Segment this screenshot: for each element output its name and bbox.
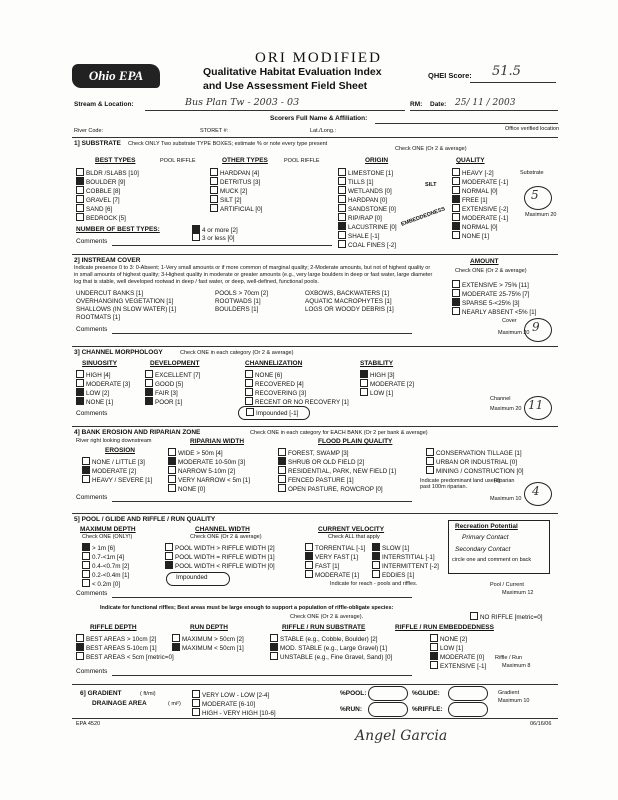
stream-location-label: Stream & Location: — [74, 101, 134, 108]
origin-3[interactable]: WETLANDS [0] — [338, 186, 392, 195]
footer-form-id: EPA 4520 — [76, 721, 101, 727]
cover-score: 9 — [532, 320, 540, 334]
section1-comments-label: Comments — [76, 238, 108, 245]
riffle-depth-2[interactable]: BEST AREAS 5-10cm [1] — [76, 643, 157, 652]
amount-header: AMOUNT — [470, 258, 499, 265]
other-types-header: OTHER TYPES — [222, 157, 268, 164]
section2-instruction: Indicate presence 0 to 3: 0-Absent; 1-Very small amounts or if more common of marginal quality; 2-Moderate amounts, but not of highest quality or in small amounts of highest quality; 3-Highest quality in moderate or greater amounts (e.g., very large boulders in deep or fast water, large diameter log that is stable, well developed rootwad in deep / fast water, or deep, well-defined, functional pools. — [74, 265, 433, 285]
glide-pct-label: %GLIDE: — [412, 690, 440, 697]
riffle-check-note: Check ONE (Or 2 & average). — [290, 614, 364, 620]
velocity-2[interactable]: VERY FAST [1] — [305, 552, 358, 561]
riffle-run-substrate-header: RIFFLE / RUN SUBSTRATE — [282, 624, 366, 631]
land-use-note: Indicate predominant land use(s) past 100m riparian. — [420, 478, 501, 490]
quality-3[interactable]: NORMAL [0] — [452, 186, 497, 195]
section4-heading: 4] BANK EROSION AND RIPARIAN ZONE — [74, 429, 201, 436]
riffle-pct-label: %RIFFLE: — [412, 706, 443, 713]
stability-1[interactable]: HIGH [3] — [360, 370, 395, 379]
depth-4[interactable]: 0.2-<0.4m [1] — [82, 570, 129, 579]
sinuosity-4[interactable]: NONE [1] — [76, 397, 113, 406]
pool-max: Maximum 12 — [502, 590, 534, 596]
substrate-best-2[interactable]: BOULDER [9] — [76, 177, 125, 186]
date-label: Date: — [430, 101, 447, 108]
velocity-3[interactable]: FAST [1] — [305, 561, 339, 570]
channelization-header: CHANNELIZATION — [245, 360, 303, 367]
gradient-max: Maximum 10 — [498, 698, 530, 704]
riffle-substrate-1[interactable]: STABLE (e.g., Cobble, Boulder) [2] — [270, 634, 378, 643]
ohio-epa-logo — [72, 64, 160, 88]
quality-4[interactable]: FREE [1] — [452, 195, 488, 204]
primary-contact-option[interactable]: Primary Contact — [462, 534, 509, 541]
section1-heading: 1] SUBSTRATE — [74, 140, 121, 147]
quality-5[interactable]: EXTENSIVE [-2] — [452, 204, 508, 213]
current-velocity-note: Check ALL that apply — [328, 534, 380, 540]
run-pct-label: %RUN: — [340, 706, 363, 713]
secondary-contact-option[interactable]: Secondary Contact — [455, 546, 511, 553]
gradient-2[interactable]: MODERATE [6-10] — [192, 699, 255, 708]
origin-2[interactable]: TILLS [1] — [338, 177, 374, 186]
glide-pct-field[interactable] — [448, 686, 488, 701]
footer-date: 06/16/06 — [530, 721, 552, 727]
section3-heading: 3] CHANNEL MORPHOLOGY — [74, 349, 163, 356]
substrate-best-5[interactable]: SAND [6] — [76, 204, 112, 213]
origin-8[interactable]: SHALE [-1] — [338, 231, 380, 240]
amount-extensive[interactable]: EXTENSIVE > 75% [11] — [452, 280, 529, 289]
flood-plain-1[interactable]: FOREST, SWAMP [3] — [278, 448, 349, 457]
section4-comments-label: Comments — [76, 494, 108, 501]
storet-label: STORET #: — [200, 128, 229, 134]
cover-max: Maximum 20 — [498, 330, 530, 336]
riparian-score: 4 — [532, 484, 540, 498]
depth-1[interactable]: > 1m [6] — [82, 543, 115, 552]
riffle-run-label: Riffle / Run — [495, 655, 523, 661]
signature: Angel Garcia — [355, 728, 448, 744]
section4-instruction: Check ONE in each category for EACH BANK (Or 2 per bank & average) — [250, 430, 428, 436]
pool-impounded[interactable]: Impounded — [176, 574, 208, 581]
velocity-7[interactable]: INTERMITTENT [-2] — [372, 561, 439, 570]
channel-width-header: CHANNEL WIDTH — [195, 526, 250, 533]
current-velocity-header: CURRENT VELOCITY — [318, 526, 385, 533]
silt-tag: SILT — [425, 182, 437, 188]
development-header: DEVELOPMENT — [150, 360, 200, 367]
erosion-1[interactable]: NONE / LITTLE [3] — [82, 457, 145, 466]
substrate-max: Maximum 20 — [525, 212, 557, 218]
pool-pct-field[interactable] — [368, 686, 408, 701]
drainage-area-label: DRAINAGE AREA — [92, 700, 147, 707]
embed-1[interactable]: NONE [2] — [430, 634, 467, 643]
depth-5[interactable]: < 0.2m [0] — [82, 579, 120, 588]
flood-plain-8[interactable]: MINING / CONSTRUCTION [0] — [426, 466, 523, 475]
width-1[interactable]: POOL WIDTH > RIFFLE WIDTH [2] — [165, 543, 275, 552]
embed-4[interactable]: EXTENSIVE [-1] — [430, 661, 486, 670]
flood-plain-7[interactable]: URBAN OR INDUSTRIAL [0] — [426, 457, 517, 466]
substrate-other-3[interactable]: MUCK [2] — [210, 186, 247, 195]
max-depth-note: Check ONE (ONLY!) — [82, 534, 133, 540]
development-4[interactable]: POOR [1] — [145, 397, 182, 406]
quality-2[interactable]: MODERATE [-1] — [452, 177, 508, 186]
origin-4[interactable]: HARDPAN [0] — [338, 195, 387, 204]
channel-impounded[interactable]: Impounded [-1] — [246, 408, 298, 417]
flood-plain-6[interactable]: CONSERVATION TILLAGE [1] — [426, 448, 522, 457]
velocity-6[interactable]: INTERSTITIAL [-1] — [372, 552, 435, 561]
cover-label: Cover — [502, 318, 517, 324]
substrate-other-2[interactable]: DETRITUS [3] — [210, 177, 260, 186]
origin-1[interactable]: LIMESTONE [1] — [338, 168, 393, 177]
qhei-score-label: QHEI Score: — [428, 71, 472, 80]
cover-rootwads[interactable]: ROOTWADS [1] — [215, 298, 261, 305]
sinuosity-header: SINUOSITY — [82, 360, 118, 367]
riffle-pct-field[interactable] — [448, 702, 488, 717]
stability-header: STABILITY — [360, 360, 394, 367]
riffle-max: Maximum 8 — [502, 663, 531, 669]
riparian-width-1[interactable]: WIDE > 50m [4] — [168, 448, 223, 457]
amount-sparse[interactable]: SPARSE 5-<25% [3] — [452, 298, 519, 307]
pool-riffle-header-2: POOL RIFFLE — [284, 158, 320, 164]
channel-label: Channel — [490, 396, 511, 402]
sinuosity-3[interactable]: LOW [2] — [76, 388, 109, 397]
section3-comments-label: Comments — [76, 410, 108, 417]
pool-riffle-header: POOL RIFFLE — [160, 158, 196, 164]
riparian-width-2[interactable]: MODERATE 10-50m [3] — [168, 457, 245, 466]
gradient-1[interactable]: VERY LOW - LOW [2-4] — [192, 690, 269, 699]
origin-9[interactable]: COAL FINES [-2] — [338, 240, 396, 249]
cover-shallows[interactable]: SHALLOWS (IN SLOW WATER) [1] — [76, 306, 177, 313]
channelization-1[interactable]: NONE [6] — [245, 370, 282, 379]
flood-plain-5[interactable]: OPEN PASTURE, ROWCROP [0] — [278, 484, 383, 493]
pool-current-label: Pool / Current — [490, 582, 524, 588]
velocity-5[interactable]: SLOW [1] — [372, 543, 409, 552]
substrate-other-1[interactable]: HARDPAN [4] — [210, 168, 259, 177]
run-depth-2[interactable]: MAXIMUM < 50cm [1] — [172, 643, 244, 652]
number-best-types-label: NUMBER OF BEST TYPES: — [76, 226, 160, 233]
section5-comments-label: Comments — [76, 590, 108, 597]
pool-pct-label: %POOL: — [340, 690, 367, 697]
channelization-4[interactable]: RECENT OR NO RECOVERY [1] — [245, 397, 349, 406]
section6-heading: 6] GRADIENT — [80, 690, 122, 697]
development-3[interactable]: FAIR [3] — [145, 388, 178, 397]
quality-8[interactable]: NONE [1] — [452, 231, 489, 240]
form-subtitle-2: and Use Assessment Field Sheet — [203, 80, 368, 92]
section2-heading: 2] INSTREAM COVER — [74, 257, 141, 264]
riparian-width-3[interactable]: NARROW 5-10m [2] — [168, 466, 235, 475]
velocity-4[interactable]: MODERATE [1] — [305, 570, 359, 579]
cover-macrophytes[interactable]: AQUATIC MACROPHYTES [1] — [305, 298, 392, 305]
channel-max: Maximum 20 — [490, 406, 522, 412]
rm-label: RM: — [410, 101, 423, 108]
riffle-run-embed-header: RIFFLE / RUN EMBEDDEDNESS — [395, 624, 494, 631]
riparian-width-5[interactable]: NONE [0] — [168, 484, 205, 493]
channelization-3[interactable]: RECOVERING [3] — [245, 388, 306, 397]
riffle-substrate-2[interactable]: MOD. STABLE (e.g., Large Gravel) [1] — [270, 643, 387, 652]
riffle-depth-1[interactable]: BEST AREAS > 10cm [2] — [76, 634, 156, 643]
origin-note: Check ONE (Or 2 & average) — [395, 146, 467, 152]
quality-1[interactable]: HEAVY [-2] — [452, 168, 494, 177]
flood-plain-4[interactable]: FENCED PASTURE [1] — [278, 475, 354, 484]
substrate-best-6[interactable]: BEDROCK [5] — [76, 213, 126, 222]
cover-boulders[interactable]: BOULDERS [1] — [215, 306, 259, 313]
quality-header: QUALITY — [456, 157, 485, 164]
origin-header: ORIGIN — [365, 157, 389, 164]
riparian-label: Riparian — [494, 478, 515, 484]
cover-logs[interactable]: LOGS OR WOODY DEBRIS [1] — [305, 306, 394, 313]
cover-oxbows[interactable]: OXBOWS, BACKWATERS [1] — [305, 290, 389, 297]
no-riffle[interactable]: NO RIFFLE [metric=0] — [470, 612, 542, 621]
riparian-max: Maximum 10 — [490, 496, 522, 502]
cover-undercut[interactable]: UNDERCUT BANKS [1] — [76, 290, 144, 297]
office-verified-label: Office verified location — [505, 126, 560, 132]
origin-7[interactable]: LACUSTRINE [0] — [338, 222, 397, 231]
riffle-substrate-3[interactable]: UNSTABLE (e.g., Fine Gravel, Sand) [0] — [270, 652, 392, 661]
stability-3[interactable]: LOW [1] — [360, 388, 393, 397]
flood-plain-3[interactable]: RESIDENTIAL, PARK, NEW FIELD [1] — [278, 466, 396, 475]
riparian-width-4[interactable]: VERY NARROW < 5m [1] — [168, 475, 250, 484]
substrate-best-1[interactable]: BLDR /SLABS [10] — [76, 168, 139, 177]
qhei-score-value[interactable]: 51.5 — [492, 64, 521, 79]
river-code-label: River Code: — [74, 128, 104, 134]
max-depth-header: MAXIMUM DEPTH — [80, 526, 136, 533]
section3-instruction: Check ONE in each category (Or 2 & average) — [180, 350, 294, 356]
embed-2[interactable]: LOW [1] — [430, 643, 463, 652]
quality-6[interactable]: MODERATE [-1] — [452, 213, 508, 222]
section1-instruction: Check ONLY Two substrate TYPE BOXES; estimate % or note every type present — [128, 141, 328, 147]
sinuosity-1[interactable]: HIGH [4] — [76, 370, 111, 379]
date-value[interactable]: 25/ 11 / 2003 — [455, 98, 516, 108]
stability-2[interactable]: MODERATE [2] — [360, 379, 414, 388]
channel-width-note: Check ONE (Or 2 & average) — [190, 534, 262, 540]
gradient-label: Gradient — [498, 690, 520, 696]
depth-3[interactable]: 0.4-<0.7m [2] — [82, 561, 129, 570]
logo-text: Ohio EPA — [88, 68, 144, 83]
cover-pools[interactable]: POOLS > 70cm [2] — [215, 290, 269, 297]
erosion-3[interactable]: HEAVY / SEVERE [1] — [82, 475, 152, 484]
scorer-label: Scorers Full Name & Affiliation: — [270, 115, 368, 122]
sinuosity-2[interactable]: MODERATE [3] — [76, 379, 130, 388]
width-3[interactable]: POOL WIDTH < RIFFLE WIDTH [0] — [165, 561, 275, 570]
number-types-opt-1[interactable]: 4 or more [2] — [192, 225, 238, 234]
origin-5[interactable]: SANDSTONE [0] — [338, 204, 396, 213]
erosion-2[interactable]: MODERATE [2] — [82, 466, 136, 475]
run-depth-1[interactable]: MAXIMUM > 50cm [2] — [172, 634, 244, 643]
amount-note: Check ONE (Or 2 & average) — [455, 268, 527, 274]
amount-moderate[interactable]: MODERATE 25-75% [7] — [452, 289, 529, 298]
depth-2[interactable]: 0.7-<1m [4] — [82, 552, 124, 561]
gradient-3[interactable]: HIGH - VERY HIGH [10-6] — [192, 708, 276, 717]
run-depth-header: RUN DEPTH — [190, 624, 228, 631]
velocity-reach-note: Indicate for reach - pools and riffles. — [330, 581, 418, 587]
recreation-note: circle one and comment on back — [452, 557, 532, 563]
river-right-note: River right looking downstream — [76, 438, 152, 444]
erosion-header: EROSION — [105, 447, 135, 454]
velocity-8[interactable]: EDDIES [1] — [372, 570, 414, 579]
substrate-other-4[interactable]: SILT [2] — [210, 195, 241, 204]
cover-overhanging[interactable]: OVERHANGING VEGETATION [1] — [76, 298, 174, 305]
riparian-width-header: RIPARIAN WIDTH — [190, 438, 245, 445]
section5-heading: 5] POOL / GLIDE AND RIFFLE / RUN QUALITY — [74, 516, 216, 523]
section2-comments-label: Comments — [76, 326, 108, 333]
amount-nearly-absent[interactable]: NEARLY ABSENT <5% [1] — [452, 307, 536, 316]
quality-7[interactable]: NORMAL [0] — [452, 222, 497, 231]
origin-6[interactable]: RIP/RAP [0] — [338, 213, 382, 222]
gradient-units: ( ft/mi) — [140, 691, 156, 697]
channelization-2[interactable]: RECOVERED [4] — [245, 379, 304, 388]
flood-plain-header: FLOOD PLAIN QUALITY — [318, 438, 393, 445]
substrate-best-3[interactable]: COBBLE [8] — [76, 186, 120, 195]
substrate-best-4[interactable]: GRAVEL [7] — [76, 195, 120, 204]
substrate-score: 5 — [531, 188, 539, 202]
substrate-other-5[interactable]: ARTIFICIAL [0] — [210, 204, 262, 213]
development-2[interactable]: GOOD [5] — [145, 379, 183, 388]
riffle-depth-header: RIFFLE DEPTH — [90, 624, 137, 631]
drainage-units: ( mi²) — [168, 701, 181, 707]
recreation-title: Recreation Potential — [455, 523, 518, 530]
number-types-opt-2[interactable]: 3 or less [0] — [192, 233, 235, 242]
latlong-label: Lat./Long.: — [310, 128, 336, 134]
form-title: ORI MODIFIED — [255, 50, 382, 66]
embed-3[interactable]: MODERATE [0] — [430, 652, 484, 661]
riffle-intro: Indicate for functional riffles; Best areas must be large enough to support a population of riffle-obligate species: — [100, 605, 394, 611]
width-2[interactable]: POOL WIDTH = RIFFLE WIDTH [1] — [165, 552, 275, 561]
substrate-label: Substrate — [520, 170, 544, 176]
embeddedness-tag: EMBEDDEDNESS — [400, 206, 447, 228]
riffle-depth-3[interactable]: BEST AREAS < 5cm [metric=0] — [76, 652, 174, 661]
flood-plain-2[interactable]: SHRUB OR OLD FIELD [2] — [278, 457, 364, 466]
channel-score: 11 — [528, 398, 544, 412]
run-pct-field[interactable] — [368, 702, 408, 717]
cover-rootmats[interactable]: ROOTMATS [1] — [76, 314, 120, 321]
velocity-1[interactable]: TORRENTIAL [-1] — [305, 543, 365, 552]
form-subtitle-1: Qualitative Habitat Evaluation Index — [203, 66, 382, 78]
stream-location-value[interactable]: Bus Plan Tw - 2003 - 03 — [185, 97, 300, 108]
development-1[interactable]: EXCELLENT [7] — [145, 370, 200, 379]
best-types-header: BEST TYPES — [95, 157, 136, 164]
riffle-comments-label: Comments — [76, 668, 108, 675]
